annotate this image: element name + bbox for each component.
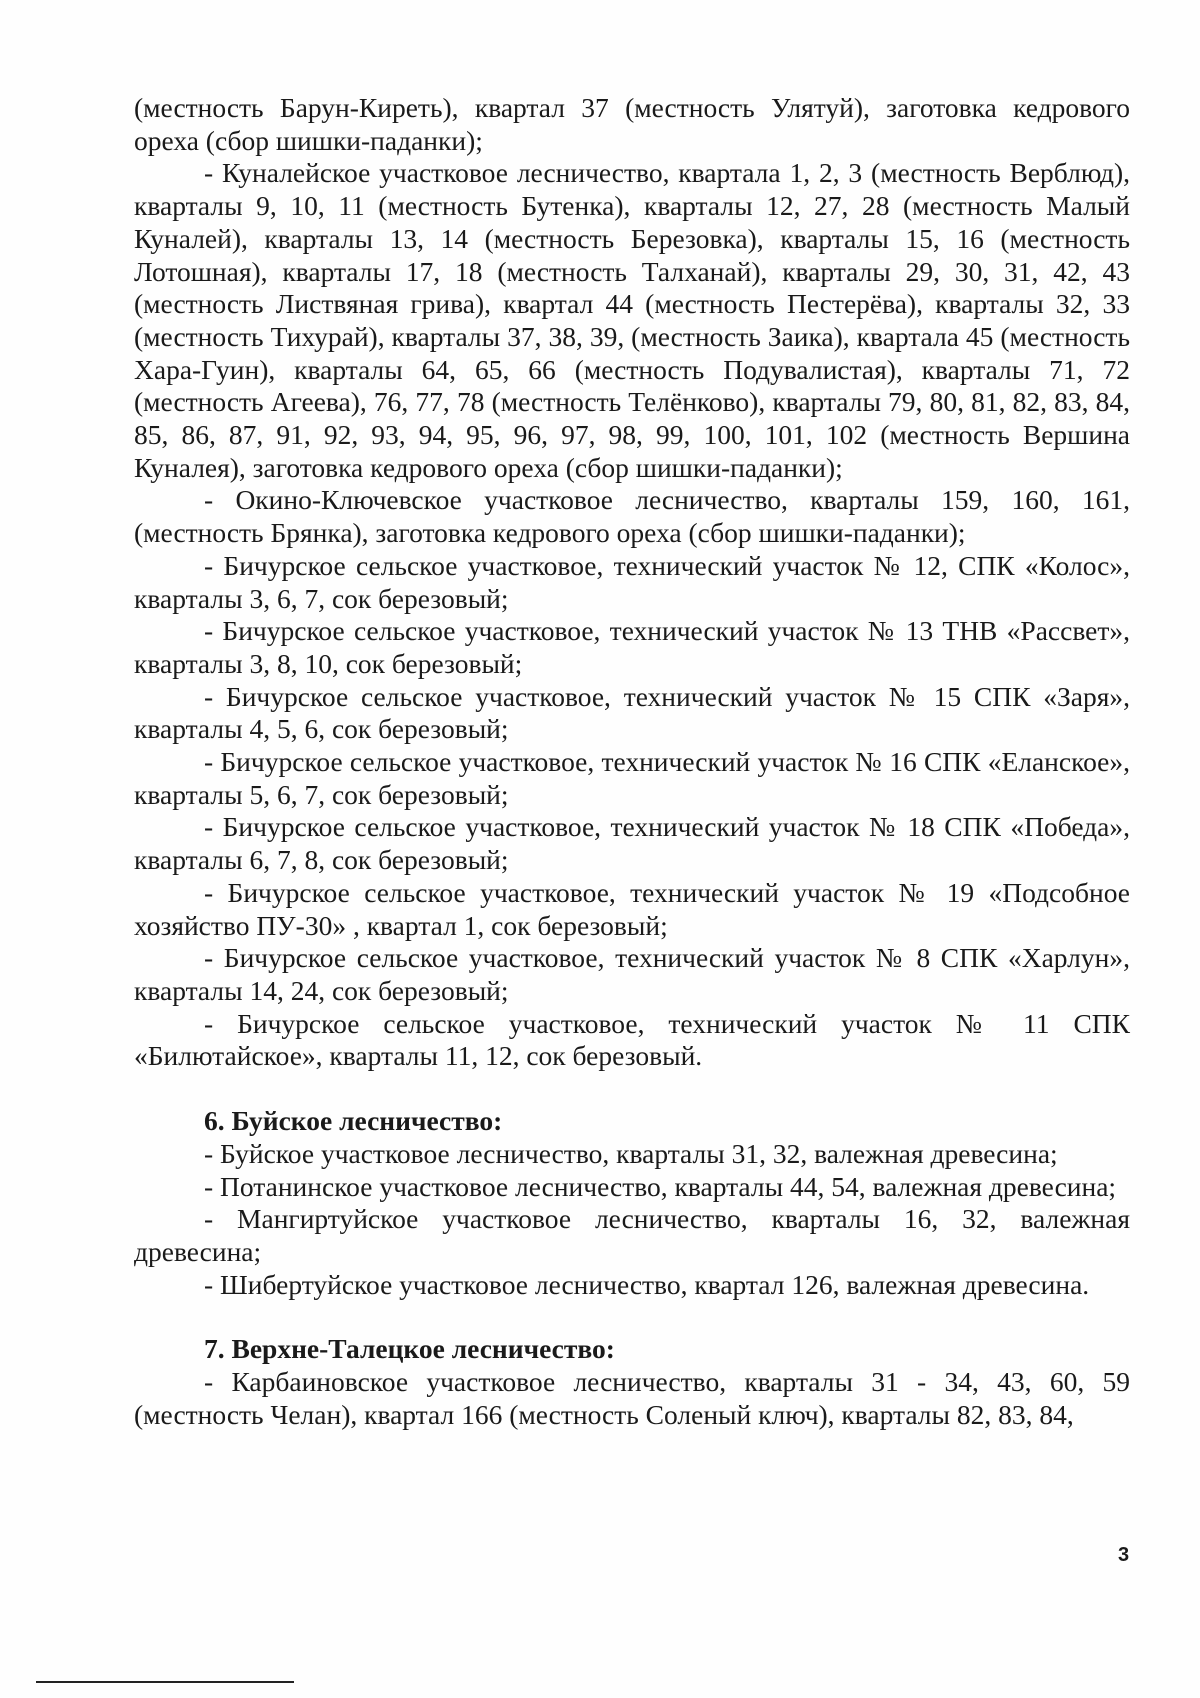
- paragraph-bichurskoe-18: - Бичурское сельское участковое, технический участок № 18 СПК «Победа», кварталы 6, 7, 8, сок березовый;: [134, 811, 1130, 876]
- section-spacer: [134, 1301, 1130, 1333]
- footnote-divider: [36, 1681, 294, 1683]
- paragraph-bichurskoe-16: - Бичурское сельское участковое, технический участок № 16 СПК «Еланское», кварталы 5, 6, 7, сок березовый;: [134, 746, 1130, 810]
- paragraph-bichurskoe-15: - Бичурское сельское участковое, технический участок № 15 СПК «Заря», кварталы 4, 5, 6, сок березовый;: [134, 680, 1130, 745]
- section6-item: - Мангиртуйское участковое лесничество, кварталы 16, 32, валежная древесина;: [134, 1203, 1130, 1267]
- section7-item: - Карбаиновское участковое лесничество, кварталы 31 - 34, 43, 60, 59 (местность Челан), квартал 166 (местность Соленый ключ), кварталы 82, 83, 84,: [134, 1366, 1130, 1430]
- section6-item: - Шибертуйское участковое лесничество, квартал 126, валежная древесина.: [204, 1268, 1090, 1300]
- section-heading-7: 7. Верхне-Талецкое лесничество:: [204, 1333, 615, 1365]
- page-number: 3: [1118, 1544, 1130, 1566]
- section6-item: - Буйское участковое лесничество, кварталы 31, 32, валежная древесина;: [204, 1137, 1058, 1169]
- paragraph-kunaleyskoe: - Куналейское участковое лесничество, квартала 1, 2, 3 (местность Верблюд), кварталы 9, 10, 11 (местность Бутенка), кварталы 12, 27, 28 (местность Малый Куналей), кварталы 13, 14 (местность Березовка), кварталы 15, 16 (местность Лотошная), кварталы 17, 18 (местность Талханай), кварталы 29, 30, 31, 42, 43 (местность Листвяная грива), квартал 44 (местность Пестерёва), кварталы 32, 33 (местность Тихурай), кварталы 37, 38, 39, (местность Заика), квартала 45 (местность Хара-Гуин), кварталы 64, 65, 66 (местность Подувалистая), кварталы 71, 72 (местность Агеева), 76, 77, 78 (местность Телёнково), кварталы 79, 80, 81, 82, 83, 84, 85, 86, 87, 91, 92, 93, 94, 95, 96, 97, 98, 99, 100, 101, 102 (местность Вершина Куналея), заготовка кедрового ореха (сбор шишки-паданки);: [134, 157, 1130, 483]
- paragraph-continuation: (местность Барун-Киреть), квартал 37 (местность Улятуй), заготовка кедрового ореха (сбор шишки-паданки);: [134, 92, 1130, 156]
- paragraph-bichurskoe-11: - Бичурское сельское участковое, технический участок № 11 СПК «Билютайское», кварталы 11, 12, сок березовый.: [134, 1007, 1130, 1072]
- section-spacer: [134, 1073, 1130, 1105]
- section-heading-6: 6. Буйское лесничество:: [204, 1105, 503, 1137]
- paragraph-bichurskoe-13: - Бичурское сельское участковое, технический участок № 13 ТНВ «Рассвет», кварталы 3, 8, 10, сок березовый;: [134, 615, 1130, 679]
- paragraph-bichurskoe-12: - Бичурское сельское участковое, технический участок № 12, СПК «Колос», кварталы 3, 6, 7, сок березовый;: [134, 549, 1130, 614]
- paragraph-bichurskoe-8: - Бичурское сельское участковое, технический участок № 8 СПК «Харлун», кварталы 14, 24, сок березовый;: [134, 942, 1130, 1006]
- section6-item: - Потанинское участковое лесничество, кварталы 44, 54, валежная древесина;: [204, 1170, 1117, 1202]
- document-body: [134, 92, 1130, 1431]
- paragraph-bichurskoe-19: - Бичурское сельское участковое, технический участок № 19 «Подсобное хозяйство ПУ-30» , квартал 1, сок березовый;: [134, 876, 1130, 941]
- paragraph-okino-klyuchevskoe: - Окино-Ключевское участковое лесничество, кварталы 159, 160, 161, (местность Брянка), заготовка кедрового ореха (сбор шишки-паданки);: [134, 484, 1130, 549]
